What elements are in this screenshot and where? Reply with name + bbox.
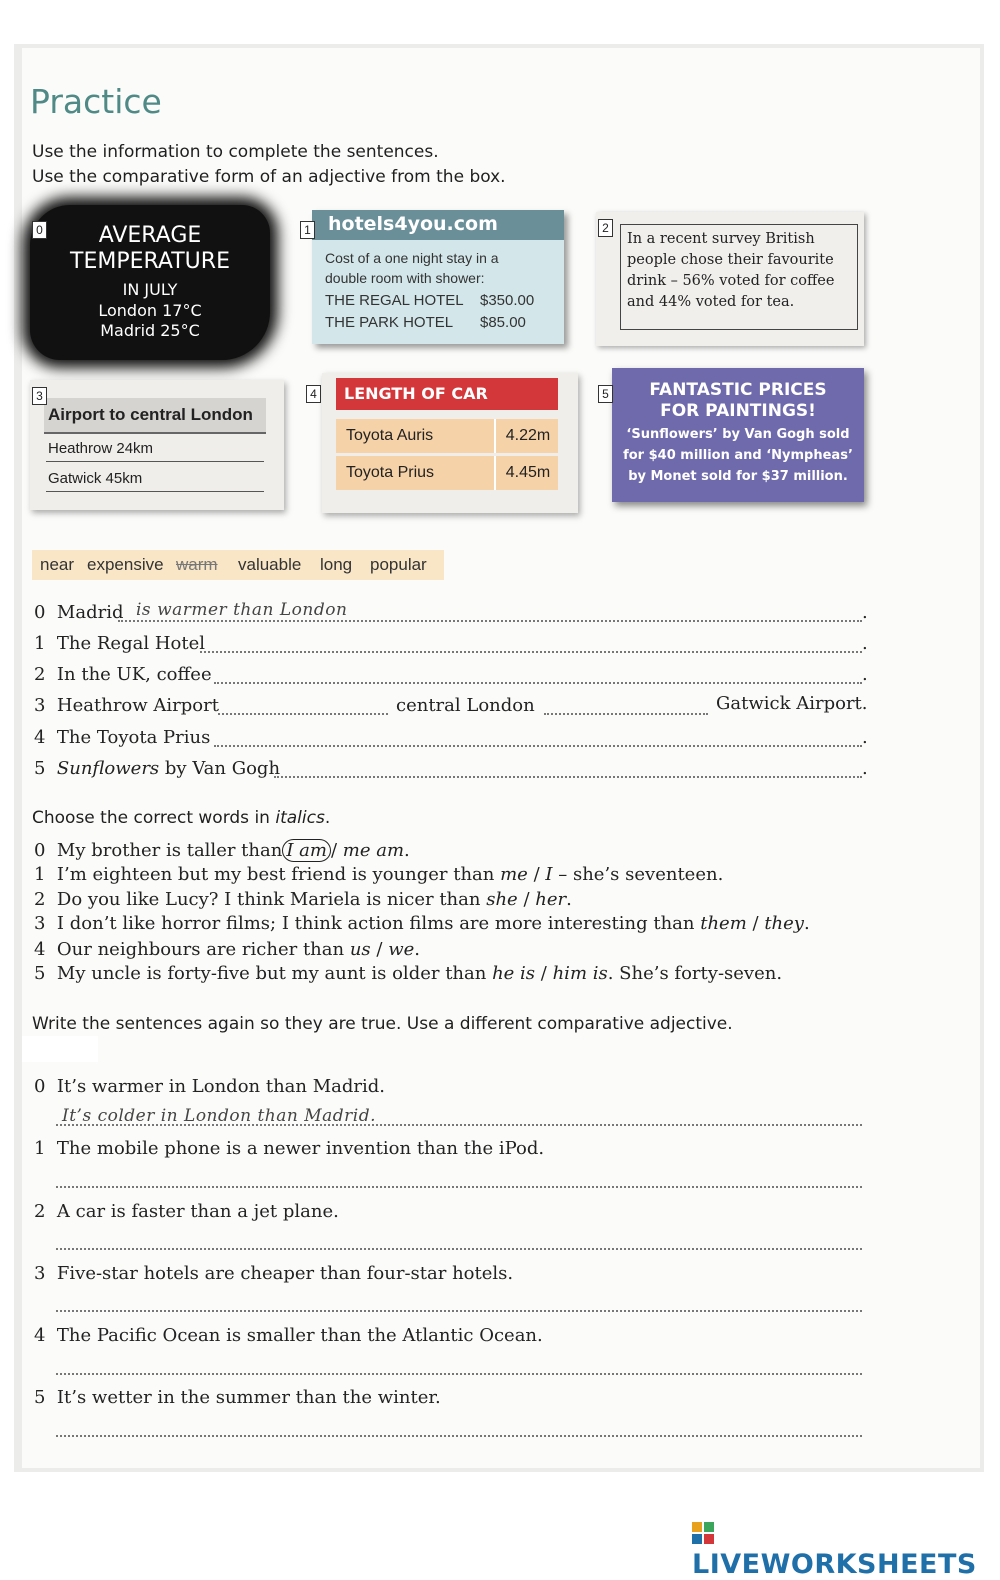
car-length-header: LENGTH OF CAR: [336, 378, 558, 410]
b0-line4: London 17°C: [98, 301, 202, 320]
item-number: 0: [34, 840, 46, 861]
item-end: .: [566, 889, 572, 910]
ex3-item-4: [34, 1325, 543, 1346]
answer-line[interactable]: [544, 713, 708, 715]
car-row-auris: [336, 419, 558, 453]
ex1-item-4: [34, 727, 210, 748]
item-end: – she’s seventeen.: [558, 864, 724, 885]
b0-line1: AVERAGE: [98, 223, 202, 248]
item-number: 4: [34, 939, 46, 960]
answer-line[interactable]: [214, 745, 862, 747]
item-text: It’s warmer in London than Madrid.: [56, 1076, 386, 1097]
white-patch: [22, 1036, 98, 1062]
item-text: Madrid: [56, 602, 124, 623]
item-text: Our neighbours are richer than: [56, 939, 345, 960]
b1-line1: Cost of a one night stay in a: [325, 250, 499, 266]
slash: /: [752, 913, 759, 934]
ex3-item-3: [34, 1263, 513, 1284]
item-number: 4: [34, 727, 46, 748]
word-valuable: valuable: [238, 555, 302, 574]
park-hotel-label: THE PARK HOTEL: [325, 314, 454, 331]
option[interactable]: us: [349, 939, 371, 960]
slash: /: [330, 840, 338, 861]
b0-line3: IN JULY: [122, 280, 178, 299]
box-number-2: 2: [598, 219, 613, 237]
slash: /: [540, 963, 547, 984]
option[interactable]: them: [700, 913, 747, 934]
answer-line[interactable]: [214, 682, 862, 684]
item-number: 2: [34, 1201, 46, 1222]
item-number: 3: [34, 913, 46, 934]
item-text: A car is faster than a jet plane.: [56, 1201, 339, 1222]
hotel-price-box: [312, 210, 564, 344]
word-long: long: [320, 555, 353, 574]
car-length-prius: 4.45m: [494, 456, 560, 490]
page-title: Practice: [30, 82, 162, 121]
item-text: My brother is taller than: [56, 840, 283, 861]
park-hotel-price: $85.00: [480, 314, 526, 331]
logo-text: LIVEWORKSHEETS: [692, 1549, 977, 1580]
item-text: I’m eighteen but my best friend is younger than: [56, 864, 495, 885]
ex3-heading: Write the sentences again so they are true. Use a different comparative adjective.: [32, 1014, 733, 1034]
gatwick-distance: Gatwick 45km: [46, 464, 264, 492]
item-number: 0: [34, 602, 46, 623]
hotel-site-header: [312, 210, 564, 240]
item-italic-text: Sunflowers: [56, 758, 160, 779]
survey-box: [596, 212, 864, 346]
slash: /: [533, 864, 540, 885]
item-text: In the UK, coffee: [56, 664, 212, 685]
item-text: Five-star hotels are cheaper than four-star hotels.: [56, 1263, 514, 1284]
answer-line[interactable]: [118, 620, 862, 622]
ex1-item-0: [34, 602, 123, 623]
slash: /: [523, 889, 530, 910]
car-length-box: [322, 373, 578, 513]
ex1-item-3-mid: central London: [396, 695, 535, 716]
item-text: I don’t like horror films; I think action films are more interesting than: [56, 913, 695, 934]
item-text: The Pacific Ocean is smaller than the Atlantic Ocean.: [56, 1325, 543, 1346]
painting-price-box: [612, 368, 864, 502]
ex2-item-2: [34, 889, 572, 910]
hotel-site-name: hotels4you.com: [328, 213, 498, 235]
item-end: .: [803, 913, 810, 934]
item-end: .: [404, 840, 410, 861]
item-number: 3: [34, 1263, 46, 1284]
car-name-auris: Toyota Auris: [346, 427, 434, 444]
item-text: My uncle is forty-five but my aunt is older than: [56, 963, 487, 984]
item-number: 2: [34, 889, 46, 910]
box-number-0: 0: [32, 221, 47, 239]
regal-hotel-price: $350.00: [480, 292, 535, 309]
slash: /: [376, 939, 383, 960]
period: .: [862, 758, 868, 779]
option-circled[interactable]: I am: [282, 839, 331, 862]
item-number: 5: [34, 963, 46, 984]
heathrow-distance: Heathrow 24km: [46, 434, 264, 462]
ex1-item-5: [34, 758, 280, 779]
ex2-item-3: [34, 913, 810, 934]
item-number: 1: [34, 633, 46, 654]
regal-hotel-label: THE REGAL HOTEL: [325, 292, 464, 309]
option[interactable]: her: [535, 889, 567, 910]
instruction-line-2: Use the comparative form of an adjective from the box.: [32, 167, 506, 187]
car-row-prius: [336, 456, 558, 490]
b1-line2: double room with shower:: [325, 270, 485, 286]
ex3-item-5: [34, 1387, 441, 1408]
b0-line2: TEMPERATURE: [70, 249, 230, 274]
answer-line[interactable]: [56, 1248, 862, 1250]
item-text: The Regal Hotel: [56, 633, 205, 654]
answer-line[interactable]: [218, 713, 388, 715]
item-text: Heathrow Airport: [56, 695, 219, 716]
ex2-heading-text: Choose the correct words in: [32, 808, 270, 828]
box-number-4: 4: [306, 385, 321, 403]
option[interactable]: I: [545, 864, 553, 885]
airport-header: Airport to central London: [44, 398, 266, 434]
item-end: .: [414, 939, 421, 960]
item-text: Do you like Lucy? I think Mariela is nicer than: [56, 889, 481, 910]
period: .: [862, 633, 868, 654]
ex2-item-5: [34, 963, 782, 984]
ex3-item-0: [34, 1076, 385, 1097]
ex2-item-4: [34, 939, 420, 960]
item-end: . She’s forty-seven.: [607, 963, 783, 984]
ex1-item-2: [34, 664, 212, 685]
word-near: near: [40, 555, 75, 574]
temperature-box: [30, 205, 270, 360]
liveworksheets-logo[interactable]: [692, 1518, 1000, 1580]
answer-line[interactable]: [56, 1124, 862, 1126]
word-expensive: expensive: [87, 555, 164, 574]
car-length-auris: 4.22m: [494, 419, 560, 453]
ex2-heading: Choose the correct words in italics.: [32, 808, 331, 828]
b2-line2: people chose their favourite: [627, 252, 834, 268]
option[interactable]: me: [500, 864, 528, 885]
answer-line[interactable]: [274, 776, 862, 778]
option[interactable]: they: [764, 913, 804, 934]
item-number: 1: [34, 864, 46, 885]
b5-line3: by Monet sold for $37 million.: [628, 469, 848, 484]
b2-line1: In a recent survey British: [627, 231, 815, 247]
item-text: It’s wetter in the summer than the winter.: [56, 1387, 441, 1408]
box-number-3: 3: [32, 387, 47, 405]
item-number: 1: [34, 1138, 46, 1159]
item-number: 5: [34, 1387, 46, 1408]
item-text: The mobile phone is a newer invention than the iPod.: [56, 1138, 545, 1159]
item-number: 0: [34, 1076, 46, 1097]
answer-line[interactable]: [56, 1310, 862, 1312]
b5-heading-1: FANTASTIC PRICES: [649, 380, 827, 400]
b0-line5: Madrid 25°C: [100, 321, 200, 340]
box-number-1: 1: [300, 221, 315, 239]
ex2-item-1: [34, 864, 723, 885]
option[interactable]: she: [486, 889, 518, 910]
period: .: [862, 727, 868, 748]
item-number: 2: [34, 664, 46, 685]
ex1-item-1: [34, 633, 205, 654]
item-number: 4: [34, 1325, 46, 1346]
ex3-item-2: [34, 1201, 339, 1222]
instruction-line-1: Use the information to complete the sentences.: [32, 142, 439, 162]
car-name-prius: Toyota Prius: [346, 464, 435, 481]
ex2-item-0: [34, 840, 410, 861]
ex2-heading-italic: italics: [275, 808, 325, 828]
airport-distance-box: [30, 380, 284, 510]
grid-logo-icon: [692, 1522, 714, 1544]
ex3-item-1: [34, 1138, 544, 1159]
option[interactable]: he is: [492, 963, 536, 984]
word-warm: warm: [176, 555, 218, 574]
word-popular: popular: [370, 555, 427, 574]
period: .: [862, 664, 868, 685]
option[interactable]: him is: [552, 963, 608, 984]
option[interactable]: we: [388, 939, 415, 960]
b5-heading-2: FOR PAINTINGS!: [660, 401, 816, 421]
ex1-answer-0: is warmer than London: [136, 600, 348, 620]
item-text: by Van Gogh: [164, 758, 281, 779]
adjective-word-box: [32, 550, 444, 580]
ex3-answer-0: It’s colder in London than Madrid.: [62, 1106, 377, 1126]
item-number: 5: [34, 758, 46, 779]
answer-line[interactable]: [200, 651, 862, 653]
answer-line[interactable]: [56, 1186, 862, 1188]
survey-text: [620, 224, 858, 330]
box-number-5: 5: [598, 385, 613, 403]
b5-line1: ‘Sunflowers’ by Van Gogh sold: [626, 427, 850, 442]
item-number: 3: [34, 695, 46, 716]
b2-line3: drink – 56% voted for coffee: [627, 273, 835, 289]
b2-line4: and 44% voted for tea.: [627, 294, 795, 310]
option[interactable]: me am: [342, 840, 405, 861]
answer-line[interactable]: [56, 1373, 862, 1375]
ex1-item-3: [34, 695, 219, 716]
period: .: [862, 602, 868, 623]
ex1-item-3-end: Gatwick Airport.: [716, 693, 868, 714]
item-text: The Toyota Prius: [56, 727, 211, 748]
b5-line2: for $40 million and ‘Nympheas’: [623, 448, 853, 463]
answer-line[interactable]: [56, 1435, 862, 1437]
